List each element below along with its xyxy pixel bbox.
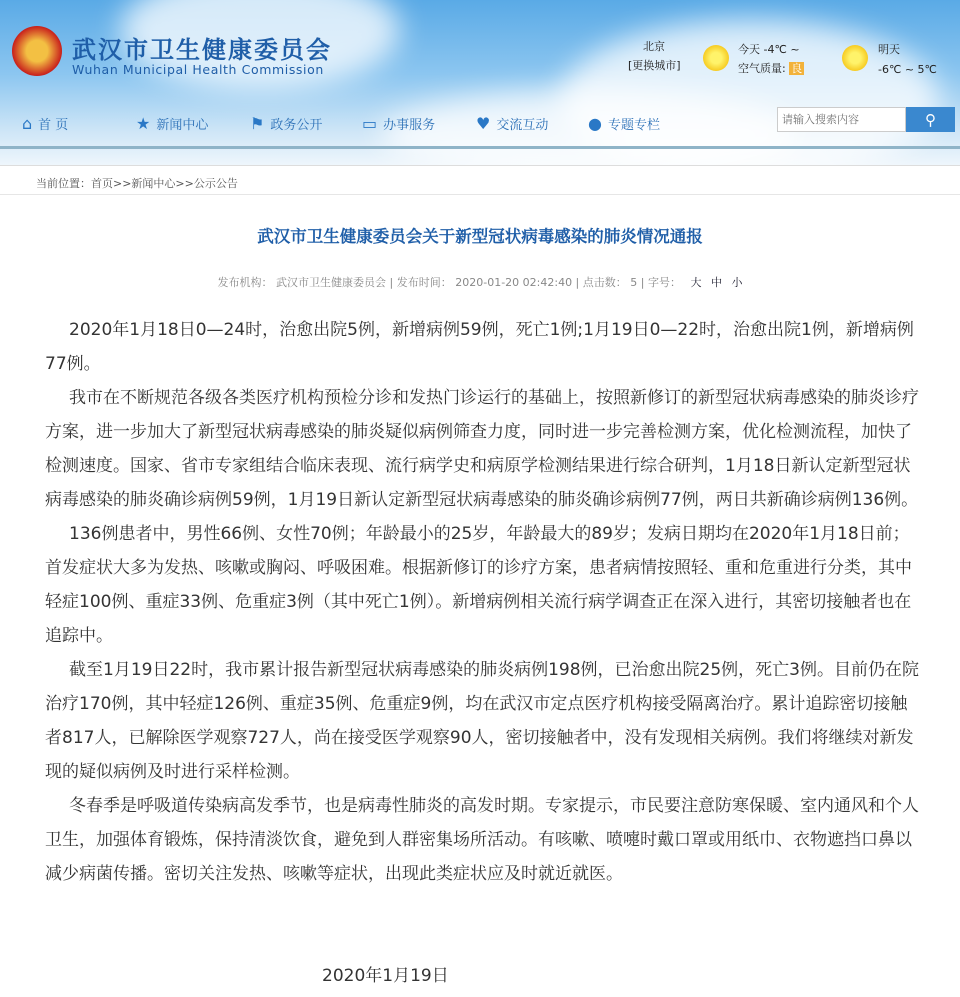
nav-divider (0, 146, 960, 149)
publish-time: 2020-01-20 02:42:40 (455, 276, 573, 289)
today-label: 今天 (738, 43, 760, 56)
paragraph: 我市在不断规范各级各类医疗机构预检分诊和发热门诊运行的基础上，按照新修订的新型冠状病毒感染的肺炎诊疗方案，进一步加大了新型冠状病毒感染的肺炎疑似病例筛查力度，同时进一步完善检测方案，优化检测流程，加快了检测速度。国家、省市专家组结合临床表现、流行病学史和病原学检测结果进行综合研判，1月18日新认定新型冠状病毒感染的肺炎确诊病例59例，1月19日新认定新型冠状病毒感染的肺炎确诊病例77例，两日共新确诊病例136例。 (45, 388, 919, 510)
chat-icon: ● (588, 114, 602, 133)
search-box (777, 107, 955, 132)
font-small-button[interactable]: 小 (731, 276, 743, 289)
article-body (45, 313, 920, 891)
font-medium-button[interactable]: 中 (710, 276, 722, 289)
article-meta: 发布机构： 武汉市卫生健康委员会 | 发布时间： 2020-01-20 02:42:40 | 点击数： 5 | 字号： 大 中 小 (217, 276, 743, 289)
nav-label: 办事服务 (383, 118, 436, 133)
fontsize-label: 字号： (647, 276, 681, 289)
monitor-icon: ▭ (362, 114, 378, 133)
tomorrow-temp: -6℃ ~ 5℃ (878, 63, 937, 76)
nav-label: 交流互动 (496, 118, 549, 133)
heart-icon: ♥ (476, 114, 491, 133)
aqi-label: 空气质量: (738, 62, 786, 75)
main-nav (0, 107, 760, 137)
clicks-label: 点击数： (582, 276, 627, 289)
search-icon: ⚲ (925, 111, 936, 129)
paragraph: 2020年1月18日0—24时，治愈出院5例，新增病例59例，死亡1例;1月19日0—22时，治愈出院1例，新增病例77例。 (45, 320, 914, 374)
search-button[interactable] (906, 107, 955, 132)
nav-gov-affairs[interactable] (250, 114, 322, 133)
nav-label: 新闻中心 (156, 118, 209, 133)
tomorrow-label: 明天 (878, 43, 900, 56)
today-temp: -4℃ ~ (763, 43, 800, 56)
click-count: 5 (630, 276, 638, 289)
nav-home[interactable] (22, 114, 68, 133)
sun-icon (842, 45, 868, 71)
nav-topics[interactable] (588, 114, 660, 133)
time-label: 发布时间： (396, 276, 452, 289)
publisher-label: 发布机构： (217, 276, 273, 289)
article-date: 2020年1月19日 (322, 966, 449, 986)
nav-interaction[interactable] (476, 114, 548, 133)
publisher: 武汉市卫生健康委员会 (276, 276, 387, 289)
home-icon: ⌂ (22, 114, 33, 133)
breadcrumb: 当前位置：首页>>新闻中心>>公示公告 (0, 165, 960, 195)
nav-label: 专题专栏 (607, 118, 660, 133)
site-title: 武汉市卫生健康委员会 (72, 36, 332, 64)
nav-news[interactable] (136, 114, 208, 133)
paragraph: 冬春季是呼吸道传染病高发季节，也是病毒性肺炎的高发时期。专家提示，市民要注意防寒保暖、室内通风和个人卫生，加强体育锻炼，保持清淡饮食，避免到人群密集场所活动。有咳嗽、喷嚏时戴口罩或用纸巾、衣物遮挡口鼻以减少病菌传播。密切关注发热、咳嗽等症状，出现此类症状应及时就近就医。 (45, 796, 919, 884)
nav-label: 首 页 (38, 118, 69, 133)
site-subtitle: Wuhan Municipal Health Commission (72, 62, 324, 77)
star-icon: ★ (136, 114, 151, 133)
weather-city: 北京 (643, 40, 665, 53)
article-title: 武汉市卫生健康委员会关于新型冠状病毒感染的肺炎情况通报 (257, 227, 703, 246)
nav-label: 政务公开 (270, 118, 323, 133)
paragraph: 136例患者中，男性66例、女性70例；年龄最小的25岁，年龄最大的89岁；发病日期均在2020年1月18日前；首发症状大多为发热、咳嗽或胸闷、呼吸困难。根据新修订的诊疗方案，患者病情按照轻、重和危重进行分类，其中轻症100例、重症33例、危重症3例（其中死亡1例）。新增病例相关流行病学调查正在深入进行，其密切接触者也在追踪中。 (45, 524, 912, 646)
aqi-badge: 良 (791, 62, 803, 75)
change-city-link[interactable]: [更换城市] (628, 59, 681, 72)
nav-services[interactable] (362, 114, 435, 133)
emblem-logo (12, 26, 62, 76)
search-input[interactable] (777, 107, 906, 132)
font-large-button[interactable]: 大 (690, 276, 702, 289)
paragraph: 截至1月19日22时，我市累计报告新型冠状病毒感染的肺炎病例198例，已治愈出院25例，死亡3例。目前仍在院治疗170例，其中轻症126例、重症35例、危重症9例，均在武汉市定点医疗机构接受隔离治疗。累计追踪密切接触者817人，已解除医学观察727人，尚在接受医学观察90人，密切接触者中，没有发现相关病例。我们将继续对新发现的疑似病例及时进行采样检测。 (45, 660, 919, 782)
site-header (0, 0, 960, 165)
sun-icon (703, 45, 729, 71)
flag-icon: ⚑ (250, 114, 265, 133)
